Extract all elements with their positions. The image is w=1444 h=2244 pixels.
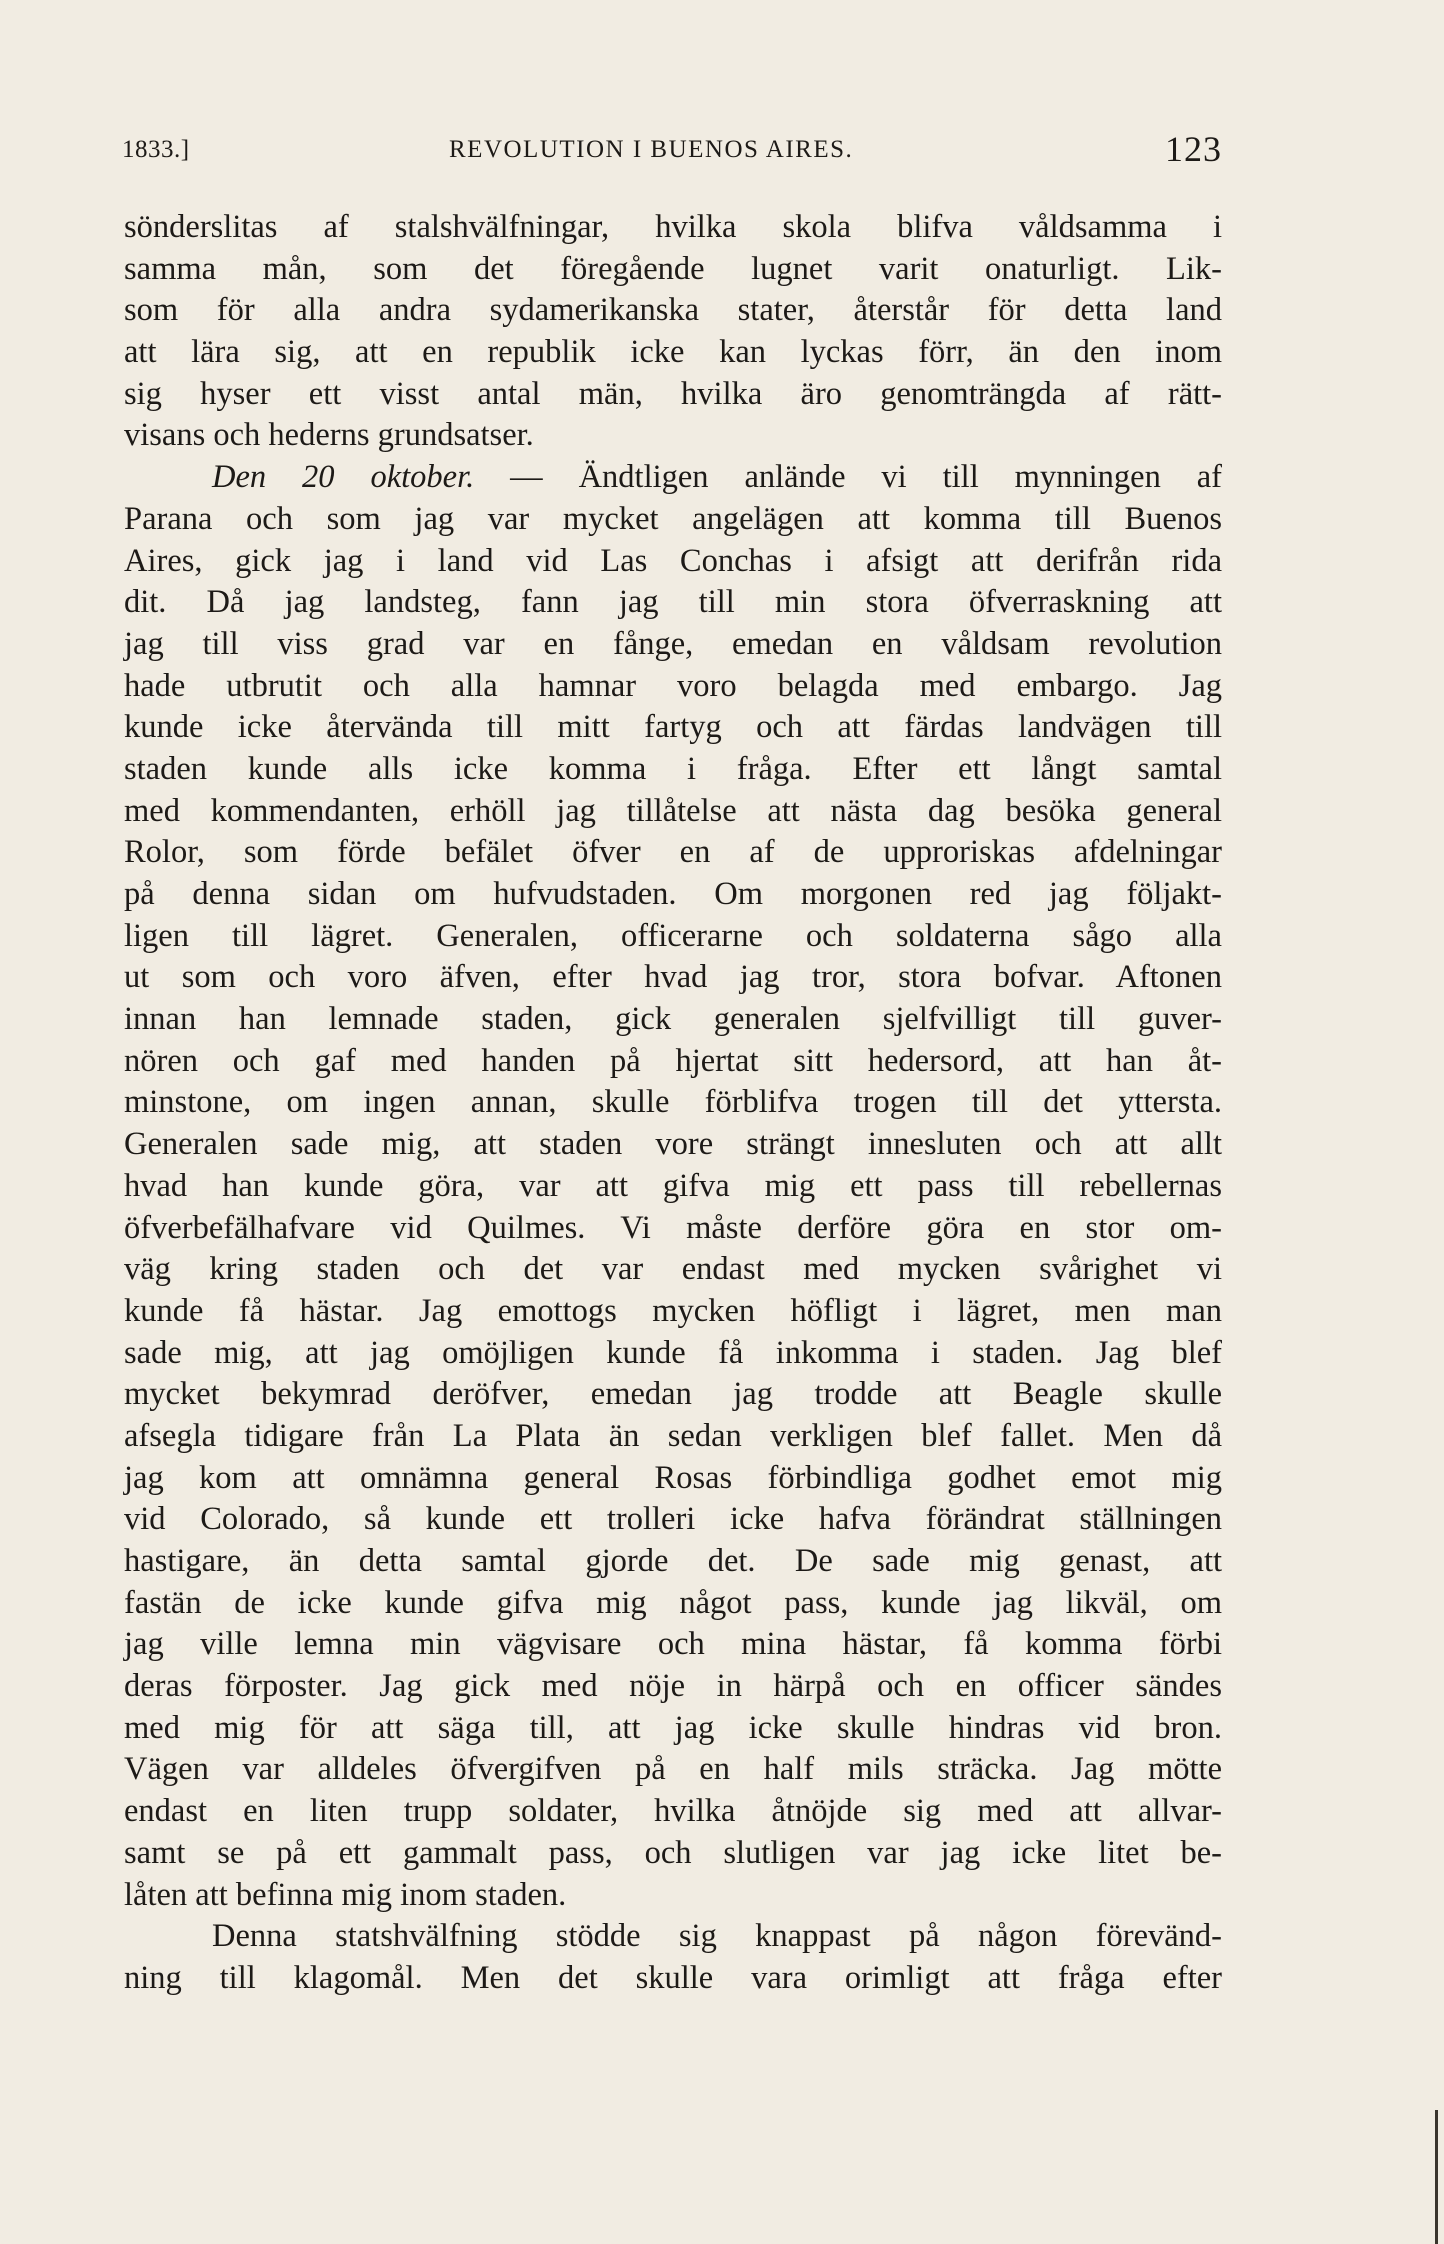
text-line: dit. Då jag landsteg, fann jag till min stora öfverraskning att bbox=[124, 584, 1222, 621]
text-line: som för alla andra sydamerikanska stater, återstår för detta land bbox=[124, 292, 1222, 329]
text-line: på denna sidan om hufvudstaden. Om morgonen red jag följakt- bbox=[124, 876, 1222, 912]
text-line: Generalen sade mig, att staden vore strängt innesluten och att allt bbox=[124, 1126, 1222, 1163]
text-line: Aires, gick jag i land vid Las Conchas i afsigt att derifrån rida bbox=[124, 542, 1222, 579]
text-line: ligen till lägret. Generalen, officerarne och soldaterna sågo alla bbox=[124, 917, 1222, 954]
text-line: Vägen var alldeles öfvergifven på en half mils sträcka. Jag mötte bbox=[124, 1751, 1222, 1788]
text-line: visans och hederns grundsatser. bbox=[124, 417, 534, 454]
date-heading: Den 20 oktober. bbox=[212, 459, 475, 496]
text-line: Denna statshvälfning stödde sig knappast på någon förevänd- bbox=[212, 1918, 1222, 1955]
text-line: väg kring staden och det var endast med mycken svårighet vi bbox=[124, 1251, 1222, 1288]
text-line: innan han lemnade staden, gick generalen sjelfvilligt till guver- bbox=[124, 1001, 1222, 1038]
text-line: staden kunde alls icke komma i fråga. Efter ett långt samtal bbox=[124, 750, 1222, 787]
page-edge-mark bbox=[1435, 2110, 1438, 2244]
text-line: att lära sig, att en republik icke kan lyckas förr, än den inom bbox=[124, 334, 1222, 371]
dated-paragraph-line bbox=[124, 457, 1222, 499]
body-text bbox=[124, 207, 1222, 2000]
text-line: fastän de icke kunde gifva mig något pass, kunde jag likväl, om bbox=[124, 1584, 1222, 1621]
text-line: med mig för att säga till, att jag icke skulle hindras vid bron. bbox=[124, 1709, 1222, 1746]
text-line: jag till viss grad var en fånge, emedan en våldsam revolution bbox=[124, 625, 1222, 662]
text-line: minstone, om ingen annan, skulle förblifva trogen till det yttersta. bbox=[124, 1084, 1222, 1121]
page-number: 123 bbox=[1165, 129, 1222, 169]
text-line: med kommendanten, erhöll jag tillåtelse att nästa dag besöka general bbox=[124, 792, 1222, 829]
header-title: REVOLUTION I BUENOS AIRES. bbox=[449, 136, 854, 163]
text-line: sig hyser ett visst antal män, hvilka äro genomträngda af rätt- bbox=[124, 375, 1222, 412]
text-line: samt se på ett gammalt pass, och slutligen var jag icke litet be- bbox=[124, 1834, 1222, 1871]
text-line: hade utbrutit och alla hamnar voro belagda med embargo. Jag bbox=[124, 667, 1222, 704]
text-line: ut som och voro äfven, efter hvad jag tror, stora bofvar. Aftonen bbox=[124, 959, 1222, 996]
text-line: hvad han kunde göra, var att gifva mig ett pass till rebellernas bbox=[124, 1167, 1222, 1204]
text-line: låten att befinna mig inom staden. bbox=[124, 1876, 567, 1913]
text-line: kunde icke återvända till mitt fartyg och att färdas landvägen till bbox=[124, 709, 1222, 746]
text-line: nören och gaf med handen på hjertat sitt hedersord, att han åt- bbox=[124, 1042, 1222, 1079]
text-line: samma mån, som det föregående lugnet varit onaturligt. Lik- bbox=[124, 250, 1222, 287]
text-line: sönderslitas af stalshvälfningar, hvilka skola blifva våldsamma i bbox=[124, 209, 1222, 245]
text-line: endast en liten trupp soldater, hvilka åtnöjde sig med att allvar- bbox=[124, 1793, 1222, 1830]
text-line: kunde få hästar. Jag emottogs mycken höfligt i lägret, men man bbox=[124, 1292, 1222, 1329]
text-line: jag ville lemna min vägvisare och mina hästar, få komma förbi bbox=[124, 1626, 1222, 1663]
text-line: sade mig, att jag omöjligen kunde få inkomma i staden. Jag blef bbox=[124, 1334, 1222, 1371]
running-head bbox=[122, 128, 1222, 178]
text-line: Parana och som jag var mycket angelägen att komma till Buenos bbox=[124, 500, 1222, 537]
text-line: vid Colorado, så kunde ett trolleri icke hafva förändrat ställningen bbox=[124, 1501, 1222, 1538]
text-line: öfverbefälhafvare vid Quilmes. Vi måste derföre göra en stor om- bbox=[124, 1209, 1222, 1246]
text-line: deras förposter. Jag gick med nöje in härpå och en officer sändes bbox=[124, 1668, 1222, 1705]
text-line: afsegla tidigare från La Plata än sedan verkligen blef fallet. Men då bbox=[124, 1417, 1222, 1454]
text-line: hastigare, än detta samtal gjorde det. De sade mig genast, att bbox=[124, 1543, 1222, 1579]
text-line: mycket bekymrad deröfver, emedan jag trodde att Beagle skulle bbox=[124, 1376, 1222, 1413]
text-line: — Ändtligen anlände vi till mynningen af bbox=[510, 459, 1223, 496]
text-line: jag kom att omnämna general Rosas förbindliga godhet emot mig bbox=[124, 1459, 1222, 1496]
text-line: Rolor, som förde befälet öfver en af de upproriskas afdelningar bbox=[124, 834, 1222, 871]
header-year: 1833.] bbox=[122, 136, 190, 163]
text-line: ning till klagomål. Men det skulle vara orimligt att fråga efter bbox=[124, 1959, 1222, 1996]
